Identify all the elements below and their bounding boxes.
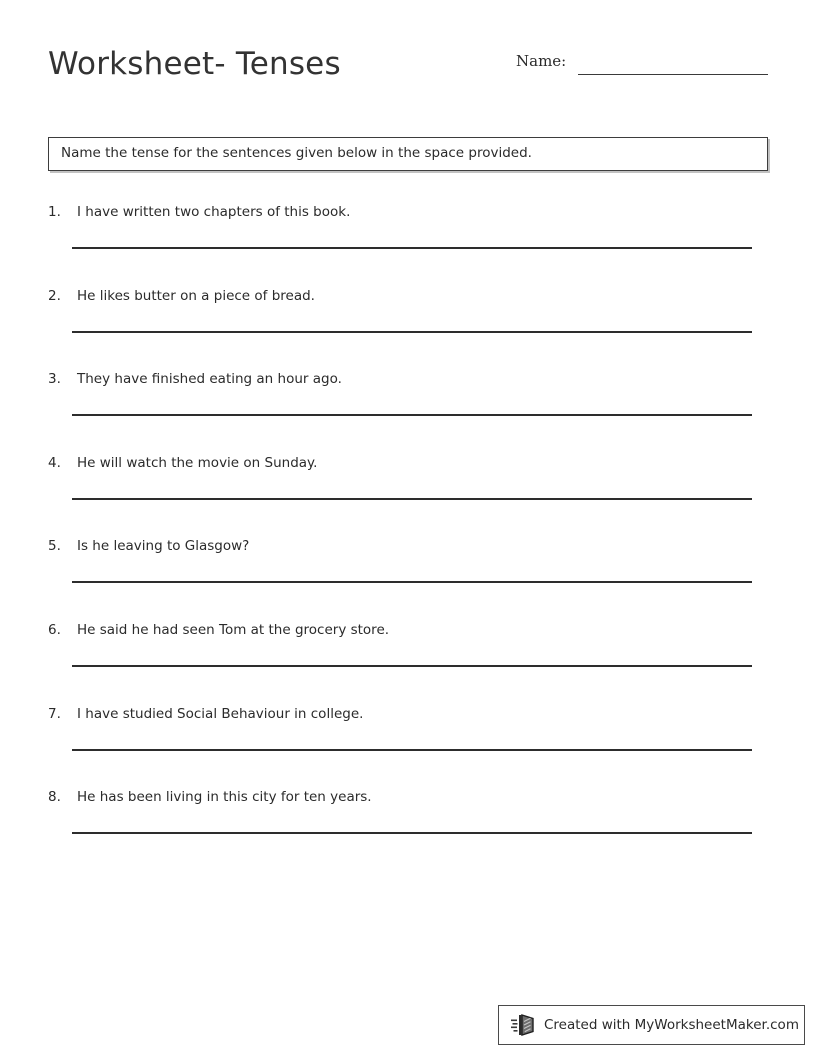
question-text: He will watch the movie on Sunday. — [77, 454, 318, 471]
question-item — [0, 282, 816, 366]
question-item — [0, 365, 816, 449]
question-text: I have studied Social Behaviour in college. — [77, 705, 364, 722]
question-row — [48, 371, 342, 387]
answer-line[interactable] — [72, 749, 752, 751]
question-item — [0, 700, 816, 784]
instruction-text: Name the tense for the sentences given below in the space provided. — [61, 145, 532, 162]
question-text: He has been living in this city for ten years. — [77, 789, 372, 806]
answer-line[interactable] — [72, 832, 752, 834]
answer-line[interactable] — [72, 665, 752, 667]
name-label: Name: — [516, 52, 567, 70]
question-row — [48, 789, 372, 805]
instruction-box — [48, 137, 768, 171]
question-row — [48, 455, 317, 471]
question-item — [0, 616, 816, 700]
question-number: 4. — [48, 454, 61, 471]
question-text: I have written two chapters of this book. — [77, 204, 351, 220]
question-row — [48, 204, 350, 220]
question-row — [48, 538, 249, 554]
question-row — [48, 288, 315, 304]
question-row — [48, 706, 363, 722]
question-number: 2. — [48, 287, 61, 304]
question-list — [0, 198, 816, 867]
name-input-line[interactable] — [578, 74, 768, 75]
question-text: He likes butter on a piece of bread. — [77, 287, 315, 304]
page-title: Worksheet- Tenses — [48, 46, 341, 82]
question-item — [0, 532, 816, 616]
question-number: 6. — [48, 621, 61, 638]
worksheet-header — [0, 0, 816, 110]
question-number: 8. — [48, 789, 61, 806]
name-field-group — [516, 52, 772, 82]
question-number: 1. — [48, 204, 61, 220]
answer-line[interactable] — [72, 331, 752, 333]
created-with-text: Created with MyWorksheetMaker.com — [544, 1017, 799, 1033]
question-row — [48, 622, 389, 638]
question-number: 7. — [48, 705, 61, 722]
answer-line[interactable] — [72, 414, 752, 416]
question-text: They have finished eating an hour ago. — [77, 371, 342, 388]
question-text: Is he leaving to Glasgow? — [77, 538, 250, 555]
created-with-badge[interactable] — [498, 1005, 805, 1045]
question-number: 3. — [48, 371, 61, 388]
question-item — [0, 449, 816, 533]
question-item — [0, 783, 816, 867]
question-text: He said he had seen Tom at the grocery store. — [77, 621, 390, 638]
answer-line[interactable] — [72, 247, 752, 249]
question-item — [0, 198, 816, 282]
answer-line[interactable] — [72, 498, 752, 500]
worksheet-maker-logo-icon — [511, 1013, 537, 1037]
question-number: 5. — [48, 538, 61, 555]
answer-line[interactable] — [72, 581, 752, 583]
